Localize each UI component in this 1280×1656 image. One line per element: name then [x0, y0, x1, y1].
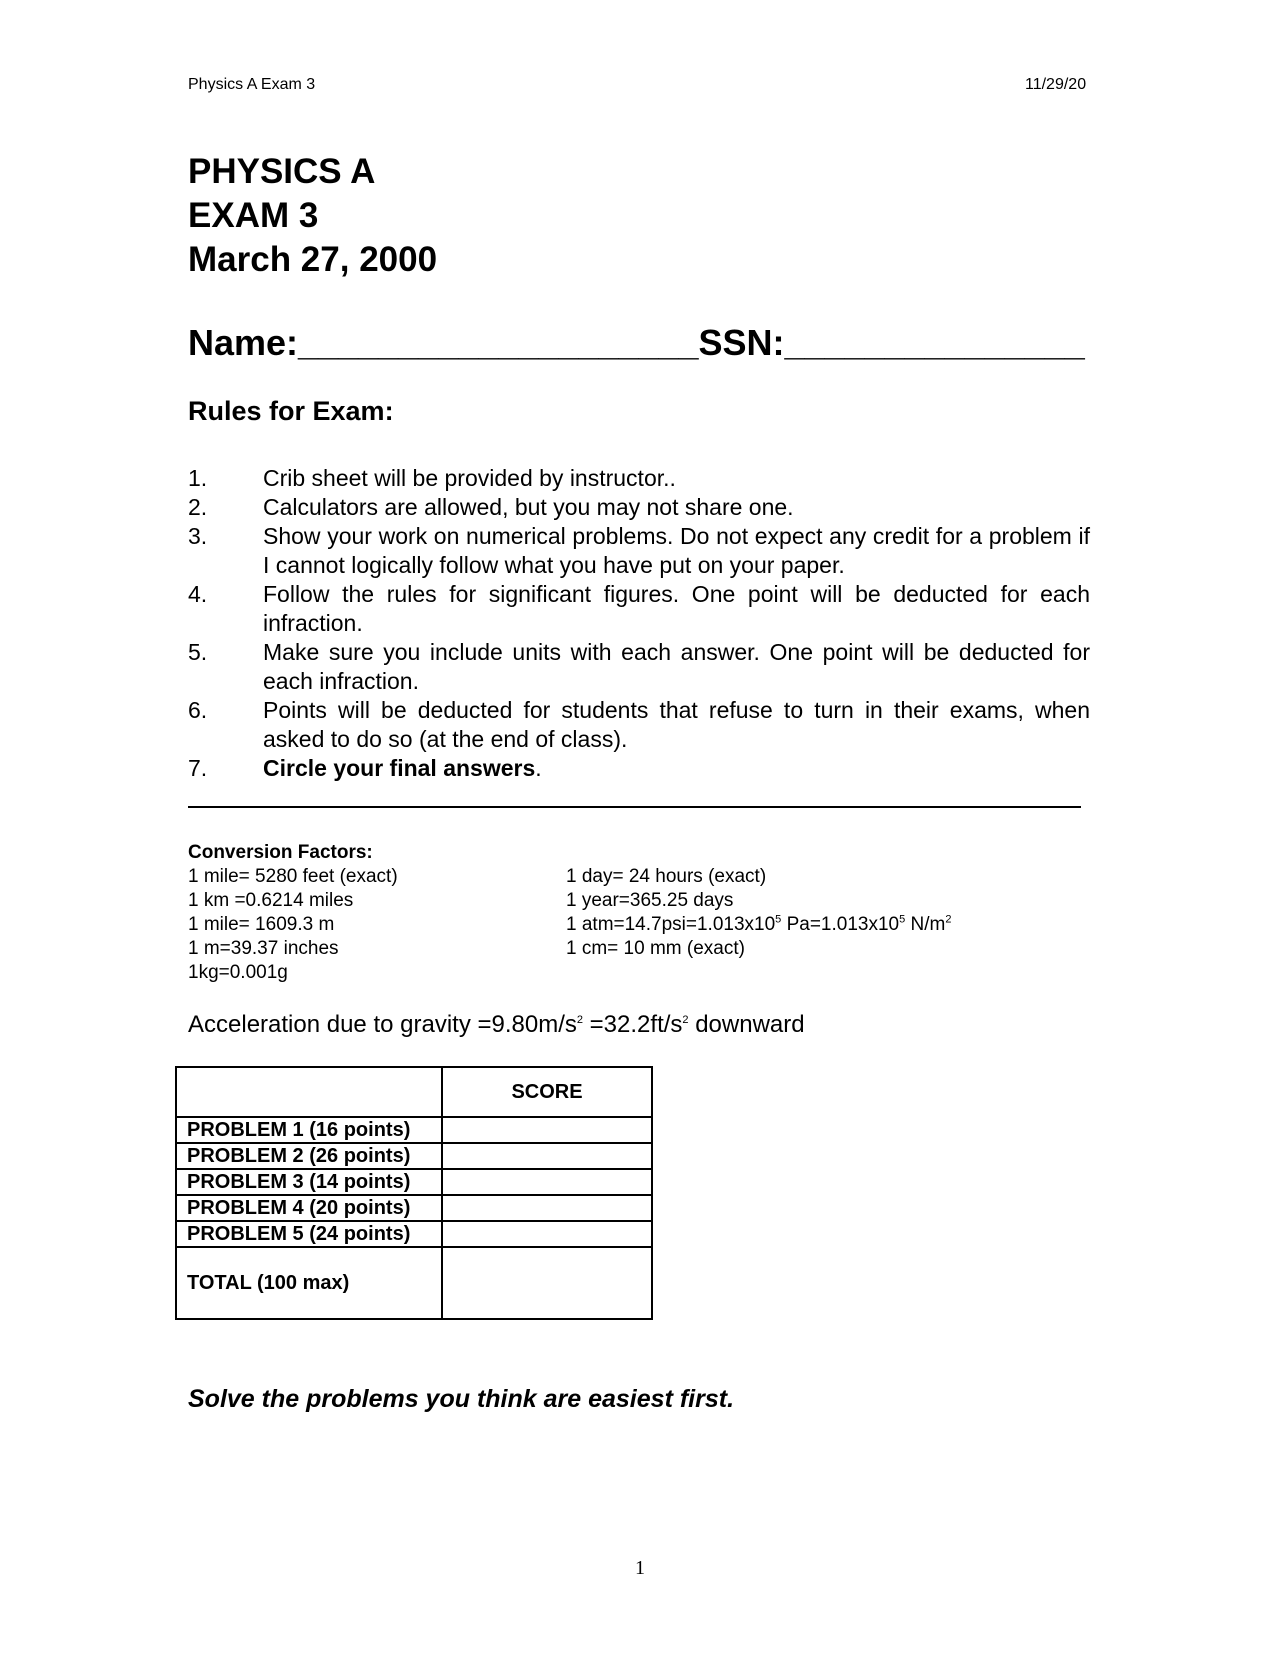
rule-item: [188, 522, 1090, 580]
rule-text: Points will be deducted for students that refuse to turn in their exams, when asked to do so (at the end of class).: [263, 697, 1090, 752]
problem-label: PROBLEM 5 (24 points): [176, 1221, 442, 1247]
rule-number: 7.: [188, 755, 208, 781]
conversion-item: 1 year=365.25 days: [566, 890, 734, 911]
ssn-blank: _______________: [784, 322, 1085, 363]
score-table: [175, 1066, 653, 1320]
rules-list: [188, 464, 1090, 783]
conversion-item-atm: 1 $atm=14.7psi=1.013x10^5$ $Pa=1.013x10^5$ $N/m^2$: [566, 913, 952, 935]
exam-tip: Solve the problems you think are easiest first.: [188, 1385, 735, 1413]
score-row: [176, 1143, 652, 1169]
header-left: Physics A Exam 3: [188, 76, 316, 93]
page-number: 1: [635, 1557, 645, 1579]
total-label: TOTAL (100 max): [176, 1247, 442, 1319]
problem-label: PROBLEM 4 (20 points): [176, 1195, 442, 1221]
name-label: Name:: [188, 322, 299, 363]
score-cell: [442, 1221, 652, 1247]
rule-text-bold: Circle your final answers: [263, 755, 536, 781]
rule-number: 5.: [188, 639, 208, 665]
exam-title: [188, 150, 437, 282]
conversion-left: [188, 841, 398, 985]
score-total-row: [176, 1247, 652, 1319]
name-blank: ____________________: [298, 322, 699, 363]
rule-item: [188, 696, 1090, 754]
conversion-item: 1 m=39.37 inches: [188, 938, 339, 959]
score-cell: [442, 1143, 652, 1169]
conversion-item: 1 km =0.6214 miles: [188, 890, 354, 911]
rule-item: [188, 580, 1090, 638]
problem-label: PROBLEM 3 (14 points): [176, 1169, 442, 1195]
rule-number: 4.: [188, 581, 208, 607]
gravity-line: Acceleration due to gravity $=9.80m/s^2 =32.2ft/s^2$ downward: [188, 1011, 805, 1038]
total-score-cell: [442, 1247, 652, 1319]
rule-number: 3.: [188, 523, 208, 549]
rule-text: Crib sheet will be provided by instructor..: [263, 465, 676, 491]
title-course: PHYSICS A: [188, 152, 376, 191]
score-row: [176, 1195, 652, 1221]
rule-number: 2.: [188, 494, 208, 520]
header-date: 11/29/20: [1025, 76, 1087, 93]
rule-item: [188, 754, 1090, 783]
rule-item: [188, 638, 1090, 696]
score-row: [176, 1221, 652, 1247]
score-row: [176, 1169, 652, 1195]
score-header-row: [176, 1067, 652, 1117]
rule-text: Calculators are allowed, but you may not share one.: [263, 494, 794, 520]
title-exam: EXAM 3: [188, 196, 319, 235]
score-cell: [442, 1169, 652, 1195]
rule-text: Show your work on numerical problems. Do not expect any credit for a problem if I cannot logically follow what you have put on your paper.: [263, 523, 1090, 578]
name-ssn-line: [188, 322, 1085, 364]
score-cell: [442, 1117, 652, 1143]
ssn-label: SSN:: [698, 322, 785, 363]
score-row: [176, 1117, 652, 1143]
conversion-right: [566, 865, 951, 961]
rule-number: 1.: [188, 465, 208, 491]
problem-label: PROBLEM 2 (26 points): [176, 1143, 442, 1169]
problem-label: PROBLEM 1 (16 points): [176, 1117, 442, 1143]
conversion-item: 1 day= 24 hours (exact): [566, 866, 767, 887]
conversion-heading: Conversion Factors:: [188, 842, 373, 863]
score-header-blank: [176, 1067, 442, 1117]
rule-number: 6.: [188, 697, 208, 723]
rule-text: Make sure you include units with each answer. One point will be deducted for each infraction.: [263, 639, 1090, 694]
score-cell: [442, 1195, 652, 1221]
rule-text-tail: .: [535, 755, 542, 781]
conversion-item: 1 mile= 5280 feet (exact): [188, 866, 398, 887]
rule-item: [188, 464, 1090, 493]
score-header: SCORE: [442, 1067, 652, 1117]
conversion-item: 1kg=0.001g: [188, 962, 288, 983]
rule-text: Follow the rules for significant figures. One point will be deducted for each infraction.: [263, 581, 1090, 636]
rules-heading: Rules for Exam:: [188, 396, 394, 426]
rule-item: [188, 493, 1090, 522]
conversion-item: 1 cm= 10 mm (exact): [566, 938, 745, 959]
divider-line: [188, 806, 1081, 808]
title-date: March 27, 2000: [188, 240, 438, 279]
conversion-item: 1 mile= 1609.3 m: [188, 914, 335, 935]
